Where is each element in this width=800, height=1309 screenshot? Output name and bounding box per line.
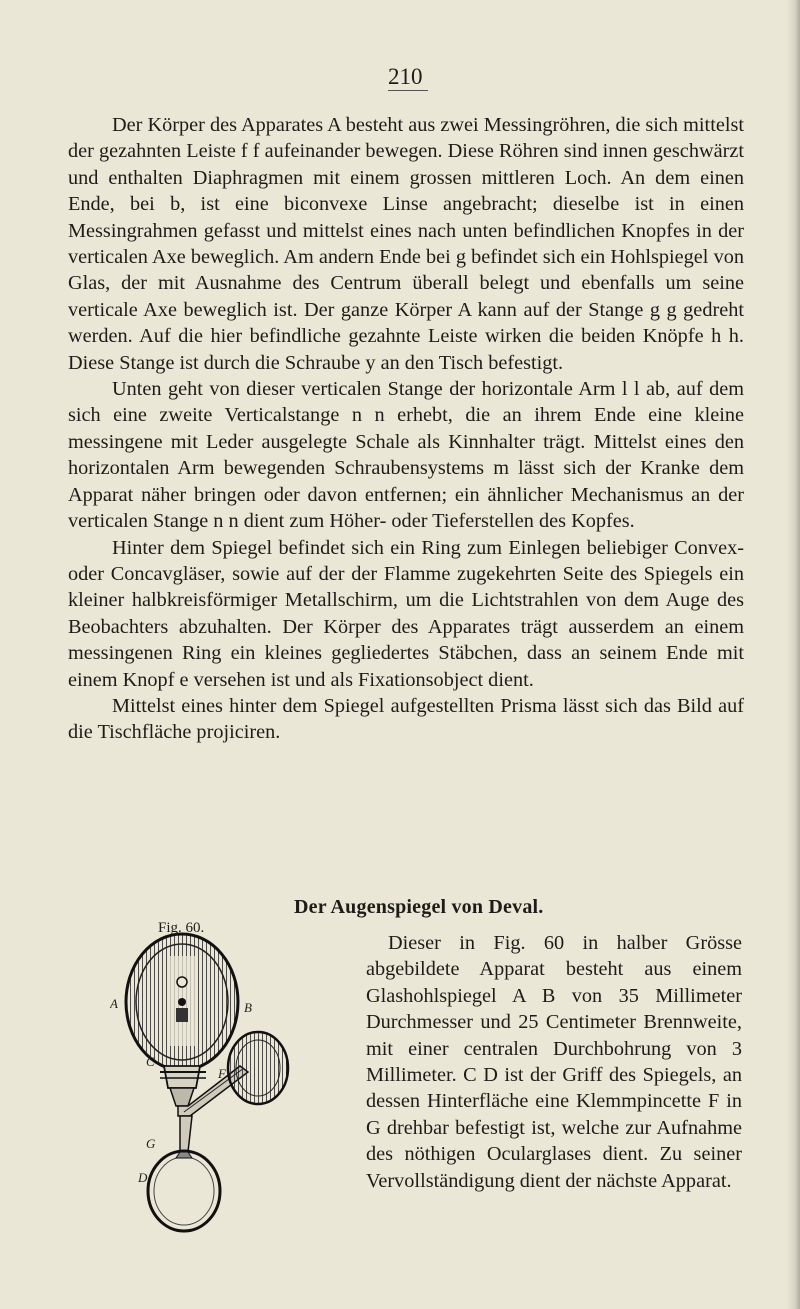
ophthalmoscope-illustration — [110, 916, 336, 1266]
page-number: 210 — [388, 64, 428, 91]
letter-d: D — [138, 1170, 148, 1185]
figure-label: Fig. 60. — [158, 920, 205, 936]
letter-a: A — [110, 996, 118, 1011]
letter-g: G — [146, 1136, 156, 1151]
section-title: Der Augenspiegel von Deval. — [294, 896, 544, 918]
letter-c: C — [146, 1054, 155, 1069]
figure-paragraph: Dieser in Fig. 60 in halber Grösse abgebildete Apparat besteht aus einem Glashohlspiegel A B von 35 Millimeter Durchmesser und 25 Centimeter Brennweite, mit einer centralen Durchbohrung von 3 Millimeter. C D ist der Griff des Spiegels, an dessen Hinterfläche eine Klemmpincette F in G drehbar befestigt ist, welche zur Aufnahme des nöthigen Ocularglases dient. Zu seiner Vervollständigung dient der nächste Apparat. — [366, 932, 742, 1192]
paragraph-2: Unten geht von dieser verticalen Stange der horizontale Arm l l ab, auf dem sich eine zweite Verticalstange n n erhebt, die an ihrem Ende eine kleine messingene mit Leder ausgelegte Schale als Kinnhalter trägt. Mittelst eines den horizontalen Arm bewegenden Schraubensystems m lässt sich der Kranke dem Apparat näher bringen oder davon entfernen; ein ähnlicher Mechanismus an der verticalen Stange n n dient zum Höher- oder Tieferstellen des Kopfes. — [68, 378, 744, 533]
page-edge-shadow — [786, 0, 800, 1309]
clip-disc — [228, 1032, 288, 1104]
letter-f: F — [218, 1066, 226, 1081]
figure-description — [366, 930, 742, 1194]
lower-ring — [148, 1151, 220, 1231]
figure-60 — [110, 916, 336, 1266]
paragraph-4: Mittelst eines hinter dem Spiegel aufgestellten Prisma lässt sich das Bild auf die Tischfläche projiciren. — [68, 694, 744, 744]
body-text — [68, 112, 744, 746]
paragraph-3: Hinter dem Spiegel befindet sich ein Ring zum Einlegen beliebiger Convex- oder Concavgläser, sowie auf der der Flamme zugekehrten Seite des Spiegels ein kleiner halbkreisförmiger Metallschirm, um die Lichtstrahlen von dem Auge des Beobachters abzuhalten. Der Körper des Apparates trägt ausserdem an einem messingenen Ring ein kleines gegliedertes Stäbchen, dass an seinem Ende mit einem Knopf e versehen ist und als Fixationsobject dient. — [68, 536, 744, 691]
mirror-disc — [126, 934, 238, 1070]
letter-b: B — [244, 1000, 252, 1015]
paragraph-1: Der Körper des Apparates A besteht aus zwei Messingröhren, die sich mittelst der gezahnten Leiste f f aufeinander bewegen. Diese Röhren sind innen geschwärzt und enthalten Diaphragmen mit einem grossen mittleren Loch. An dem einen Ende, bei b, ist eine biconvexe Linse angebracht; dieselbe ist in einen Messingrahmen gefasst und mittelst eines nach unten befindlichen Knopfes in der verticalen Axe beweglich. Am andern Ende bei g befindet sich ein Hohlspiegel von Glas, der mit Ausnahme des Centrum überall belegt und ebenfalls um seine verticale Axe beweglich ist. Der ganze Körper A kann auf der Stange g g gedreht werden. Auf die hier befindliche gezahnte Leiste wirken die beiden Knöpfe h h. Diese Stange ist durch die Schraube y an den Tisch befestigt. — [68, 114, 744, 374]
